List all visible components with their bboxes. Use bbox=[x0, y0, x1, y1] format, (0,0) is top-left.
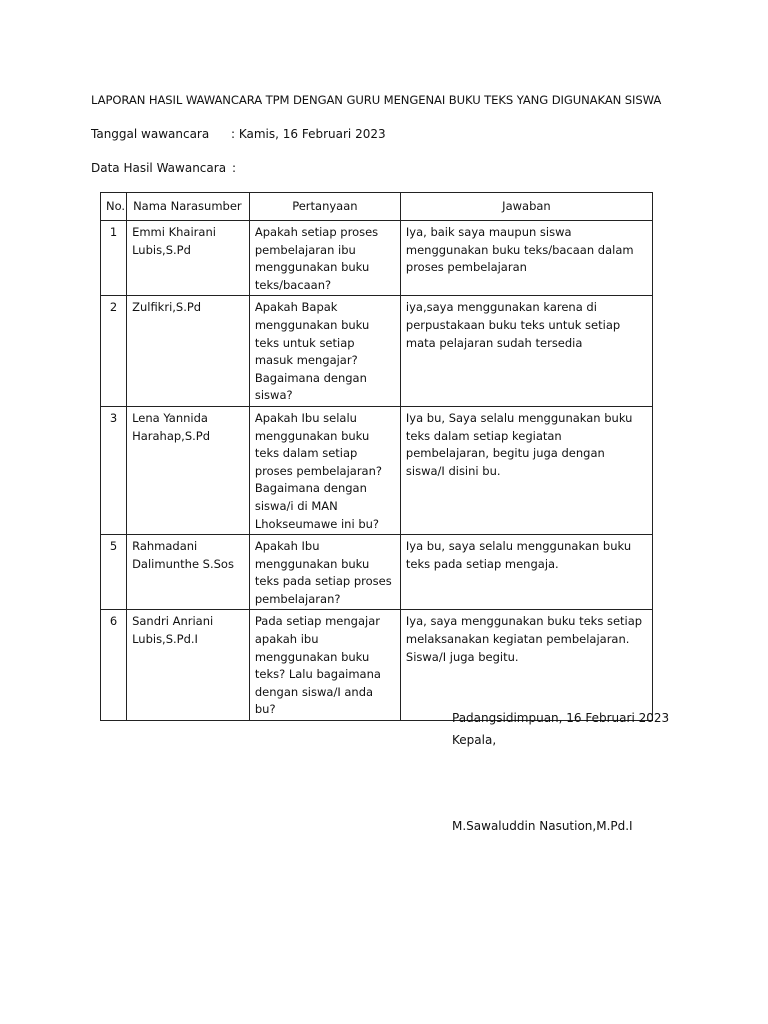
table-header-row bbox=[101, 193, 653, 221]
interview-date-label: Tanggal wawancara bbox=[91, 127, 210, 141]
table-row bbox=[101, 406, 653, 534]
answer-text: Iya bu, Saya selalu menggunakan buku teks dalam setiap kegiatan pembelajaran, begitu juga dengan siswa/I disini bu. bbox=[400, 406, 652, 534]
table-row bbox=[101, 296, 653, 407]
respondent-name: Emmi Khairani Lubis,S.Pd bbox=[127, 221, 250, 296]
table-row bbox=[101, 221, 653, 296]
row-number: 2 bbox=[101, 296, 127, 407]
answer-text: Iya, saya menggunakan buku teks setiap melaksanakan kegiatan pembelajaran. Siswa/I juga begitu. bbox=[400, 610, 652, 721]
question-text: Apakah Bapak menggunakan buku teks untuk setiap masuk mengajar? Bagaimana dengan siswa? bbox=[249, 296, 400, 407]
interview-date-row bbox=[91, 127, 386, 141]
answer-text: iya,saya menggunakan karena di perpustakaan buku teks untuk setiap mata pelajaran sudah tersedia bbox=[400, 296, 652, 407]
interview-date-value: : Kamis, 16 Februari 2023 bbox=[231, 127, 386, 141]
respondent-name: Rahmadani Dalimunthe S.Sos bbox=[127, 535, 250, 610]
answer-text: Iya bu, saya selalu menggunakan buku teks pada setiap mengaja. bbox=[400, 535, 652, 610]
row-number: 6 bbox=[101, 610, 127, 721]
row-number: 3 bbox=[101, 406, 127, 534]
respondent-name: Sandri Anriani Lubis,S.Pd.I bbox=[127, 610, 250, 721]
interview-data-colon: : bbox=[232, 161, 237, 175]
interview-data-row bbox=[91, 161, 237, 175]
respondent-name: Zulfikri,S.Pd bbox=[127, 296, 250, 407]
signature-place-date: Padangsidimpuan, 16 Februari 2023 bbox=[452, 711, 670, 725]
header-question: Pertanyaan bbox=[249, 193, 400, 221]
question-text: Apakah setiap proses pembelajaran ibu menggunakan buku teks/bacaan? bbox=[249, 221, 400, 296]
interview-data-label: Data Hasil Wawancara bbox=[91, 161, 227, 175]
respondent-name: Lena Yannida Harahap,S.Pd bbox=[127, 406, 250, 534]
row-number: 1 bbox=[101, 221, 127, 296]
table-row bbox=[101, 610, 653, 721]
signature-role: Kepala, bbox=[452, 733, 497, 747]
question-text: Apakah Ibu selalu menggunakan buku teks dalam setiap proses pembelajaran? Bagaimana dengan siswa/i di MAN Lhokseumawe ini bu? bbox=[249, 406, 400, 534]
header-no: No. bbox=[101, 193, 127, 221]
header-answer: Jawaban bbox=[400, 193, 652, 221]
table-row bbox=[101, 535, 653, 610]
header-name: Nama Narasumber bbox=[127, 193, 250, 221]
interview-table bbox=[100, 192, 653, 721]
question-text: Pada setiap mengajar apakah ibu menggunakan buku teks? Lalu bagaimana dengan siswa/I anda bu? bbox=[249, 610, 400, 721]
report-title: LAPORAN HASIL WAWANCARA TPM DENGAN GURU MENGENAI BUKU TEKS YANG DIGUNAKAN SISWA bbox=[91, 93, 662, 107]
question-text: Apakah Ibu menggunakan buku teks pada setiap proses pembelajaran? bbox=[249, 535, 400, 610]
answer-text: Iya, baik saya maupun siswa menggunakan buku teks/bacaan dalam proses pembelajaran bbox=[400, 221, 652, 296]
row-number: 5 bbox=[101, 535, 127, 610]
signature-name: M.Sawaluddin Nasution,M.Pd.I bbox=[452, 819, 633, 833]
